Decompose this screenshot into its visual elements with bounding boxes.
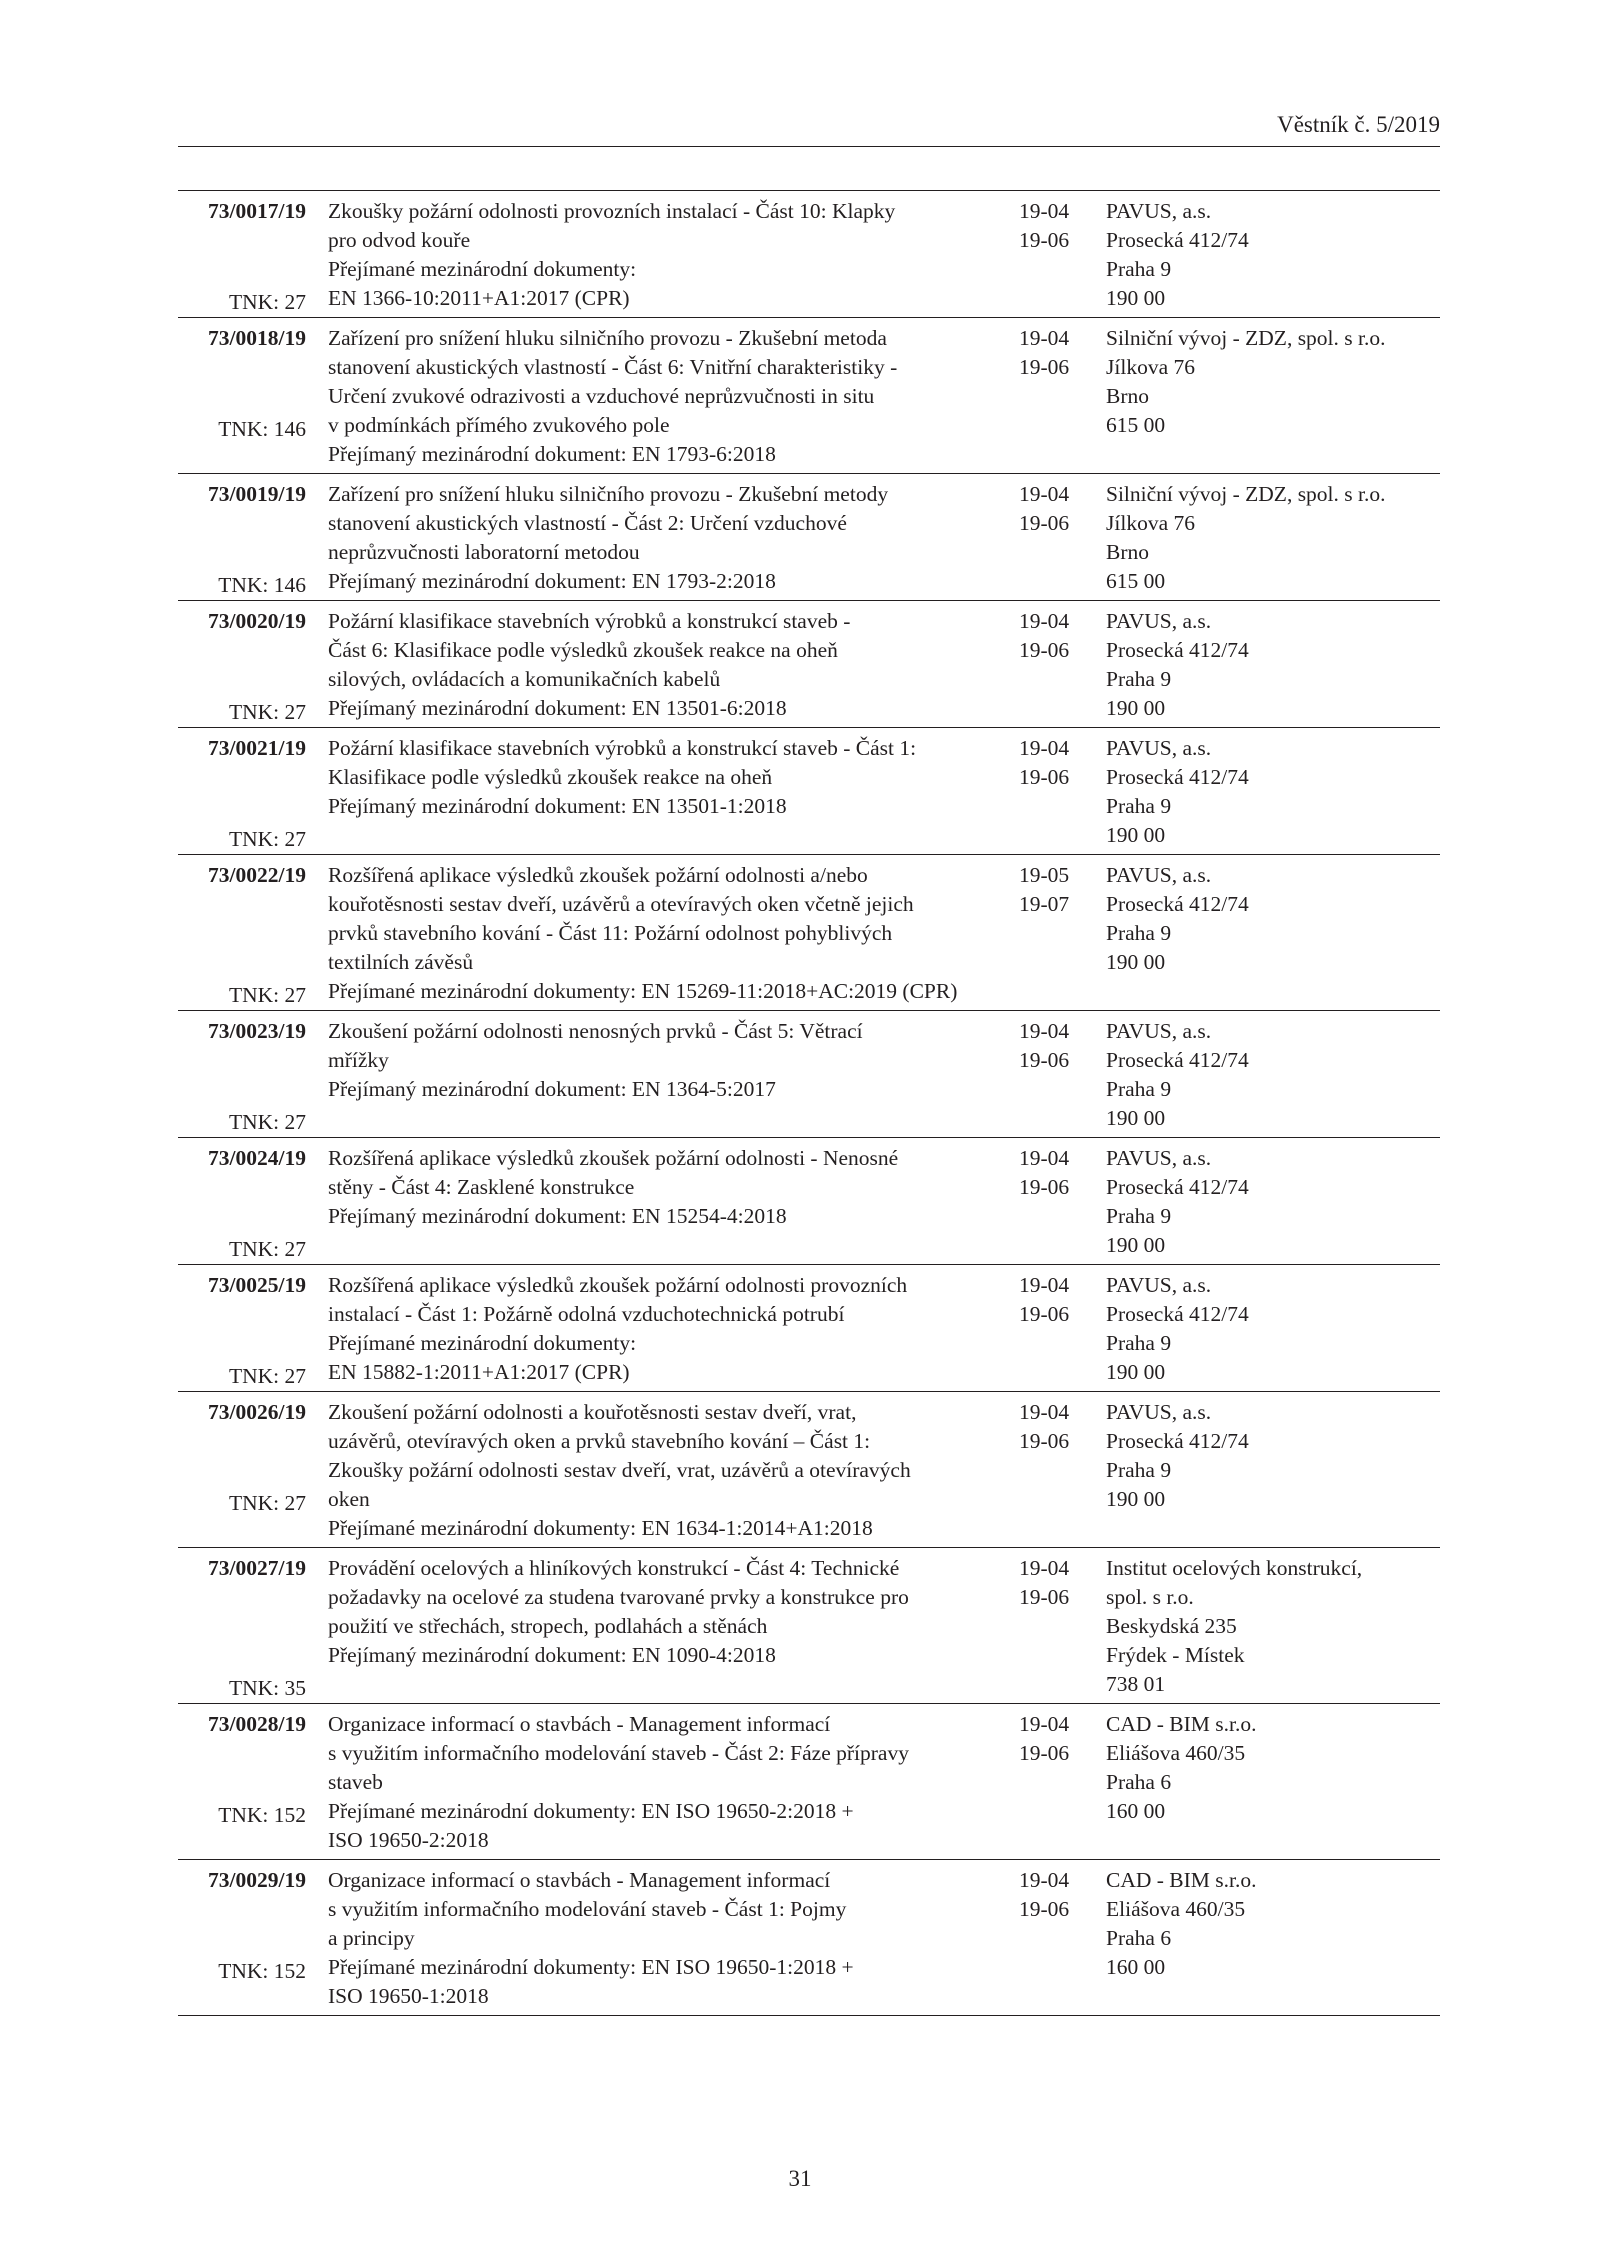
standard-entry xyxy=(178,318,1440,474)
standard-title xyxy=(328,1138,1008,1260)
org-line: Prosecká 412/74 xyxy=(1106,1175,1249,1199)
org-line: 160 00 xyxy=(1106,1955,1166,1979)
title-line: instalací - Část 1: Požárně odolná vzduchotechnická potrubí xyxy=(328,1302,845,1326)
title-line: Organizace informací o stavbách - Management informací xyxy=(328,1868,831,1892)
title-line: Zkoušky požární odolnosti sestav dveří, vrat, uzávěrů a otevíravých xyxy=(328,1458,911,1482)
org-line: Eliášova 460/35 xyxy=(1106,1897,1246,1921)
dates xyxy=(1019,480,1089,538)
org-line: PAVUS, a.s. xyxy=(1106,863,1212,887)
org-line: Praha 9 xyxy=(1106,1077,1172,1101)
date-code: 19-07 xyxy=(1019,892,1070,916)
date-code: 19-04 xyxy=(1019,1868,1070,1892)
org-line: 190 00 xyxy=(1106,1106,1166,1130)
org-line: Prosecká 412/74 xyxy=(1106,1429,1249,1453)
org-line: Brno xyxy=(1106,540,1149,564)
date-code: 19-06 xyxy=(1019,1741,1070,1765)
title-line xyxy=(328,1104,1008,1133)
standard-entry xyxy=(178,1548,1440,1704)
org-line: Praha 6 xyxy=(1106,1926,1172,1950)
tnk-label: TNK: 27 xyxy=(228,1110,306,1134)
title-line: Část 6: Klasifikace podle výsledků zkoušek reakce na oheň xyxy=(328,638,838,662)
org-line: spol. s r.o. xyxy=(1106,1585,1194,1609)
org-line: 190 00 xyxy=(1106,950,1166,974)
dates xyxy=(1019,1710,1089,1768)
date-code: 19-04 xyxy=(1019,1146,1070,1170)
org-line: Institut ocelových konstrukcí, xyxy=(1106,1556,1363,1580)
org-line: CAD - BIM s.r.o. xyxy=(1106,1868,1257,1892)
tnk-label: TNK: 27 xyxy=(228,1237,306,1261)
title-line: Rozšířená aplikace výsledků zkoušek požární odolnosti a/nebo xyxy=(328,863,868,887)
standard-title xyxy=(328,191,1008,313)
date-code: 19-06 xyxy=(1019,1302,1070,1326)
dates xyxy=(1019,1554,1089,1612)
date-code: 19-04 xyxy=(1019,1019,1070,1043)
standard-number: 73/0021/19 xyxy=(208,736,306,760)
org-line: Praha 9 xyxy=(1106,1331,1172,1355)
org-line: PAVUS, a.s. xyxy=(1106,736,1212,760)
title-line: EN 15882-1:2011+A1:2017 (CPR) xyxy=(328,1360,630,1384)
title-line: Přejímaný mezinárodní dokument: EN 1793-2:2018 xyxy=(328,569,776,593)
dates xyxy=(1019,324,1089,382)
organization-address xyxy=(1106,734,1440,850)
organization-address xyxy=(1106,1866,1440,1982)
org-line: Prosecká 412/74 xyxy=(1106,1302,1249,1326)
bulletin-title: Věstník č. 5/2019 xyxy=(1277,112,1440,137)
standard-title xyxy=(328,1704,1008,1855)
org-line: Prosecká 412/74 xyxy=(1106,1048,1249,1072)
standard-number: 73/0019/19 xyxy=(208,482,306,506)
title-line: Zkoušení požární odolnosti a kouřotěsnosti sestav dveří, vrat, xyxy=(328,1400,857,1424)
dates xyxy=(1019,607,1089,665)
org-line: 190 00 xyxy=(1106,1487,1166,1511)
standard-entry xyxy=(178,1704,1440,1860)
standard-entry xyxy=(178,191,1440,318)
title-line: textilních závěsů xyxy=(328,950,474,974)
org-line: 160 00 xyxy=(1106,1799,1166,1823)
organization-address xyxy=(1106,1271,1440,1387)
org-line: Silniční vývoj - ZDZ, spol. s r.o. xyxy=(1106,482,1386,506)
standards-list xyxy=(178,190,1440,2016)
organization-address xyxy=(1106,197,1440,313)
date-code: 19-04 xyxy=(1019,1273,1070,1297)
tnk-label: TNK: 27 xyxy=(228,290,306,314)
date-code: 19-06 xyxy=(1019,638,1070,662)
org-line: Praha 6 xyxy=(1106,1770,1172,1794)
date-code: 19-06 xyxy=(1019,1585,1070,1609)
standard-number: 73/0026/19 xyxy=(208,1400,306,1424)
title-line: a principy xyxy=(328,1926,415,1950)
title-line xyxy=(328,821,1008,850)
title-line: použití ve střechách, stropech, podlahách a stěnách xyxy=(328,1614,768,1638)
date-code: 19-06 xyxy=(1019,355,1070,379)
standard-title xyxy=(328,855,1008,1006)
tnk-label: TNK: 146 xyxy=(218,417,306,441)
standard-title xyxy=(328,1548,1008,1670)
org-line: Prosecká 412/74 xyxy=(1106,638,1249,662)
standard-number: 73/0023/19 xyxy=(208,1019,306,1043)
date-code: 19-06 xyxy=(1019,1048,1070,1072)
standard-number: 73/0029/19 xyxy=(208,1868,306,1892)
org-line: Silniční vývoj - ZDZ, spol. s r.o. xyxy=(1106,326,1386,350)
title-line: požadavky na ocelové za studena tvarované prvky a konstrukce pro xyxy=(328,1585,909,1609)
standard-title xyxy=(328,1860,1008,2011)
title-line: Zařízení pro snížení hluku silničního provozu - Zkušební metoda xyxy=(328,326,887,350)
tnk-label: TNK: 35 xyxy=(228,1676,306,1700)
date-code: 19-04 xyxy=(1019,609,1070,633)
date-code: 19-04 xyxy=(1019,1556,1070,1580)
page-header xyxy=(178,106,1440,147)
title-line: oken xyxy=(328,1487,370,1511)
dates xyxy=(1019,734,1089,792)
title-line: kouřotěsnosti sestav dveří, uzávěrů a otevíravých oken včetně jejich xyxy=(328,892,914,916)
tnk-label: TNK: 27 xyxy=(228,1364,306,1388)
dates xyxy=(1019,1866,1089,1924)
date-code: 19-06 xyxy=(1019,511,1070,535)
title-line: Přejímaný mezinárodní dokument: EN 1364-5:2017 xyxy=(328,1077,776,1101)
org-line: PAVUS, a.s. xyxy=(1106,199,1212,223)
title-line: Přejímaný mezinárodní dokument: EN 15254-4:2018 xyxy=(328,1204,787,1228)
standard-title xyxy=(328,474,1008,596)
date-code: 19-04 xyxy=(1019,482,1070,506)
org-line: Praha 9 xyxy=(1106,921,1172,945)
standard-number: 73/0022/19 xyxy=(208,863,306,887)
title-line: Zkoušky požární odolnosti provozních instalací - Část 10: Klapky xyxy=(328,199,896,223)
date-code: 19-04 xyxy=(1019,326,1070,350)
standard-title xyxy=(328,1011,1008,1133)
title-line: s využitím informačního modelování staveb - Část 1: Pojmy xyxy=(328,1897,847,1921)
dates xyxy=(1019,1271,1089,1329)
title-line: Zkoušení požární odolnosti nenosných prvků - Část 5: Větrací xyxy=(328,1019,863,1043)
org-line: 190 00 xyxy=(1106,286,1166,310)
standard-number: 73/0027/19 xyxy=(208,1556,306,1580)
title-line: staveb xyxy=(328,1770,383,1794)
title-line: Rozšířená aplikace výsledků zkoušek požární odolnosti provozních xyxy=(328,1273,908,1297)
standard-number: 73/0025/19 xyxy=(208,1273,306,1297)
standard-entry xyxy=(178,1011,1440,1138)
title-line: stěny - Část 4: Zasklené konstrukce xyxy=(328,1175,635,1199)
date-code: 19-06 xyxy=(1019,1897,1070,1921)
org-line: Jílkova 76 xyxy=(1106,511,1195,535)
date-code: 19-04 xyxy=(1019,1712,1070,1736)
organization-address xyxy=(1106,1398,1440,1514)
title-line: Přejímané mezinárodní dokumenty: EN 15269-11:2018+AC:2019 (CPR) xyxy=(328,979,958,1003)
standard-title xyxy=(328,1265,1008,1387)
dates xyxy=(1019,1398,1089,1456)
standard-entry xyxy=(178,728,1440,855)
date-code: 19-06 xyxy=(1019,1429,1070,1453)
org-line: PAVUS, a.s. xyxy=(1106,1019,1212,1043)
title-line: Zařízení pro snížení hluku silničního provozu - Zkušební metody xyxy=(328,482,889,506)
dates xyxy=(1019,197,1089,255)
dates xyxy=(1019,1144,1089,1202)
title-line: Přejímané mezinárodní dokumenty: xyxy=(328,1331,637,1355)
date-code: 19-04 xyxy=(1019,736,1070,760)
standard-entry xyxy=(178,601,1440,728)
tnk-label: TNK: 152 xyxy=(218,1803,306,1827)
title-line: Rozšířená aplikace výsledků zkoušek požární odolnosti - Nenosné xyxy=(328,1146,899,1170)
date-code: 19-04 xyxy=(1019,1400,1070,1424)
org-line: 190 00 xyxy=(1106,1360,1166,1384)
title-line: mřížky xyxy=(328,1048,389,1072)
standard-title xyxy=(328,1392,1008,1543)
standard-entry xyxy=(178,474,1440,601)
tnk-label: TNK: 27 xyxy=(228,827,306,851)
title-line: Přejímaný mezinárodní dokument: EN 1090-4:2018 xyxy=(328,1643,776,1667)
standard-title xyxy=(328,601,1008,723)
org-line: 190 00 xyxy=(1106,1233,1166,1257)
title-line: stanovení akustických vlastností - Část 6: Vnitřní charakteristiky - xyxy=(328,355,898,379)
org-line: Beskydská 235 xyxy=(1106,1614,1237,1638)
standard-entry xyxy=(178,855,1440,1011)
title-line: silových, ovládacích a komunikačních kabelů xyxy=(328,667,721,691)
standard-entry xyxy=(178,1860,1440,2016)
title-line: v podmínkách přímého zvukového pole xyxy=(328,413,670,437)
title-line: Organizace informací o stavbách - Management informací xyxy=(328,1712,831,1736)
standard-entry xyxy=(178,1265,1440,1392)
org-line: 615 00 xyxy=(1106,413,1166,437)
title-line: Přejímaný mezinárodní dokument: EN 1793-6:2018 xyxy=(328,442,776,466)
standard-number: 73/0028/19 xyxy=(208,1712,306,1736)
org-line: Praha 9 xyxy=(1106,1458,1172,1482)
title-line: neprůzvučnosti laboratorní metodou xyxy=(328,540,640,564)
organization-address xyxy=(1106,861,1440,977)
organization-address xyxy=(1106,1710,1440,1826)
standard-title xyxy=(328,728,1008,850)
dates xyxy=(1019,861,1089,919)
standard-number: 73/0017/19 xyxy=(208,199,306,223)
organization-address xyxy=(1106,480,1440,596)
org-line: Prosecká 412/74 xyxy=(1106,228,1249,252)
title-line: Přejímaný mezinárodní dokument: EN 13501-6:2018 xyxy=(328,696,787,720)
title-line: Přejímaný mezinárodní dokument: EN 13501-1:2018 xyxy=(328,794,787,818)
title-line: ISO 19650-1:2018 xyxy=(328,1984,489,2008)
organization-address xyxy=(1106,1017,1440,1133)
organization-address xyxy=(1106,607,1440,723)
org-line: PAVUS, a.s. xyxy=(1106,609,1212,633)
org-line: 190 00 xyxy=(1106,696,1166,720)
tnk-label: TNK: 27 xyxy=(228,1491,306,1515)
title-line: uzávěrů, otevíravých oken a prvků stavebního kování – Část 1: xyxy=(328,1429,871,1453)
tnk-label: TNK: 27 xyxy=(228,700,306,724)
title-line: Přejímané mezinárodní dokumenty: xyxy=(328,257,637,281)
title-line: stanovení akustických vlastností - Část 2: Určení vzduchové xyxy=(328,511,847,535)
org-line: Jílkova 76 xyxy=(1106,355,1195,379)
org-line: 738 01 xyxy=(1106,1672,1166,1696)
org-line: Prosecká 412/74 xyxy=(1106,765,1249,789)
org-line: 615 00 xyxy=(1106,569,1166,593)
title-line: Přejímané mezinárodní dokumenty: EN ISO 19650-1:2018 + xyxy=(328,1955,854,1979)
title-line: Provádění ocelových a hliníkových konstrukcí - Část 4: Technické xyxy=(328,1556,900,1580)
dates xyxy=(1019,1017,1089,1075)
title-line: Určení zvukové odrazivosti a vzduchové neprůzvučnosti in situ xyxy=(328,384,875,408)
title-line: Přejímané mezinárodní dokumenty: EN ISO 19650-2:2018 + xyxy=(328,1799,854,1823)
title-line: Požární klasifikace stavebních výrobků a konstrukcí staveb - xyxy=(328,609,851,633)
org-line: Praha 9 xyxy=(1106,794,1172,818)
tnk-label: TNK: 27 xyxy=(228,983,306,1007)
title-line: EN 1366-10:2011+A1:2017 (CPR) xyxy=(328,286,630,310)
org-line: Praha 9 xyxy=(1106,667,1172,691)
title-line: pro odvod kouře xyxy=(328,228,471,252)
organization-address xyxy=(1106,1144,1440,1260)
org-line: CAD - BIM s.r.o. xyxy=(1106,1712,1257,1736)
standard-title xyxy=(328,318,1008,469)
date-code: 19-04 xyxy=(1019,199,1070,223)
title-line: Přejímané mezinárodní dokumenty: EN 1634-1:2014+A1:2018 xyxy=(328,1516,873,1540)
org-line: 190 00 xyxy=(1106,823,1166,847)
org-line: Prosecká 412/74 xyxy=(1106,892,1249,916)
title-line: ISO 19650-2:2018 xyxy=(328,1828,489,1852)
tnk-label: TNK: 152 xyxy=(218,1959,306,1983)
title-line xyxy=(328,1231,1008,1260)
date-code: 19-06 xyxy=(1019,1175,1070,1199)
org-line: Brno xyxy=(1106,384,1149,408)
title-line: Požární klasifikace stavebních výrobků a konstrukcí staveb - Část 1: xyxy=(328,736,917,760)
tnk-label: TNK: 146 xyxy=(218,573,306,597)
org-line: Praha 9 xyxy=(1106,1204,1172,1228)
org-line: Frýdek - Místek xyxy=(1106,1643,1245,1667)
org-line: PAVUS, a.s. xyxy=(1106,1273,1212,1297)
org-line: PAVUS, a.s. xyxy=(1106,1146,1212,1170)
title-line: Klasifikace podle výsledků zkoušek reakce na oheň xyxy=(328,765,773,789)
title-line: s využitím informačního modelování staveb - Část 2: Fáze přípravy xyxy=(328,1741,909,1765)
page-number: 31 xyxy=(788,2166,812,2191)
title-line: prvků stavebního kování - Část 11: Požární odolnost pohyblivých xyxy=(328,921,893,945)
standard-number: 73/0024/19 xyxy=(208,1146,306,1170)
date-code: 19-06 xyxy=(1019,228,1070,252)
date-code: 19-06 xyxy=(1019,765,1070,789)
organization-address xyxy=(1106,324,1440,440)
standard-number: 73/0020/19 xyxy=(208,609,306,633)
organization-address xyxy=(1106,1554,1440,1699)
standard-number: 73/0018/19 xyxy=(208,326,306,350)
org-line: Eliášova 460/35 xyxy=(1106,1741,1246,1765)
standard-entry xyxy=(178,1392,1440,1548)
org-line: Praha 9 xyxy=(1106,257,1172,281)
standard-entry xyxy=(178,1138,1440,1265)
org-line: PAVUS, a.s. xyxy=(1106,1400,1212,1424)
date-code: 19-05 xyxy=(1019,863,1070,887)
